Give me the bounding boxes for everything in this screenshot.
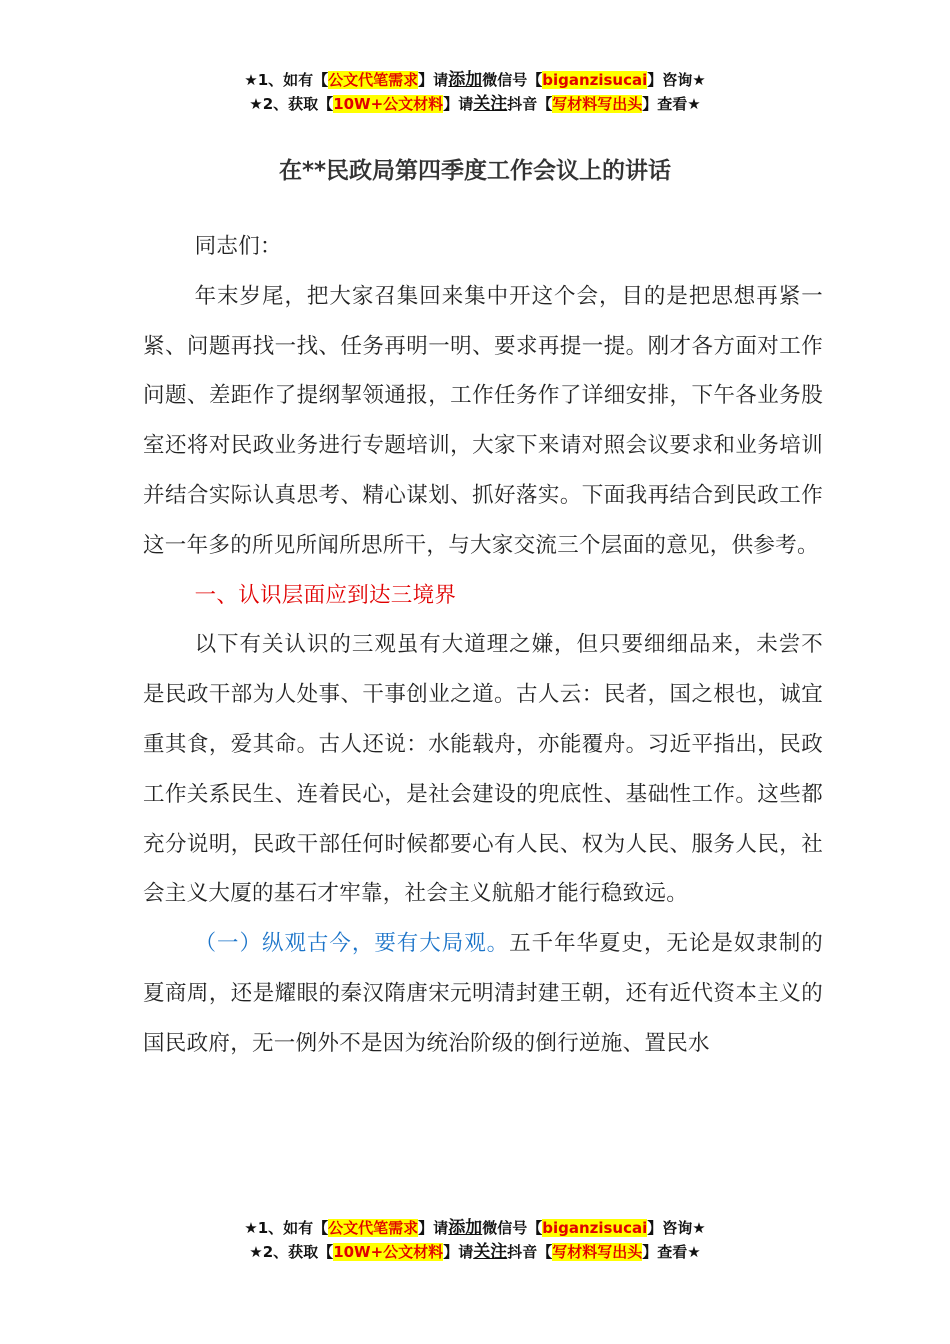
promo-emphasis: 关注 xyxy=(473,1242,508,1262)
promo-highlight: 公文代笔需求 xyxy=(328,71,419,89)
promo-text: 】请 xyxy=(443,95,474,113)
promo-text: 】请 xyxy=(418,1219,449,1237)
promo-highlight: 10W+公文材料 xyxy=(333,1243,444,1261)
promo-text: 】咨询★ xyxy=(647,1219,706,1237)
promo-line-2 xyxy=(0,1240,950,1264)
promo-text: 】请 xyxy=(443,1243,474,1261)
promo-highlight: biganzisucai xyxy=(542,1219,648,1237)
promo-text: 微信号【 xyxy=(482,1219,543,1237)
salutation: 同志们： xyxy=(194,234,282,259)
promo-text: 】咨询★ xyxy=(647,71,706,89)
promo-text: ★2、获取【 xyxy=(249,1243,334,1261)
promo-text: ★1、如有【 xyxy=(244,1219,329,1237)
promo-text: 抖音【 xyxy=(507,95,553,113)
subsection-paragraph xyxy=(143,919,823,1068)
promo-highlight: biganzisucai xyxy=(542,71,648,89)
promo-line-2 xyxy=(0,92,950,116)
promo-line-1 xyxy=(0,68,950,92)
promo-emphasis: 添加 xyxy=(448,1218,483,1238)
promo-emphasis: 关注 xyxy=(473,94,508,114)
paragraph: 年末岁尾，把大家召集回来集中开这个会，目的是把思想再紧一紧、问题再找一找、任务再明一明、要求再提一提。刚才各方面对工作问题、差距作了提纲挈领通报，工作任务作了详细安排，下午各业务股室还将对民政业务进行专题培训，大家下来请对照会议要求和业务培训并结合实际认真思考、精心谋划、抓好落实。下面我再结合到民政工作这一年多的所见所闻所思所干，与大家交流三个层面的意见，供参考。 xyxy=(143,283,823,558)
promo-text: 】查看★ xyxy=(642,1243,701,1261)
section-heading: 一、认识层面应到达三境界 xyxy=(194,582,457,608)
promo-emphasis: 添加 xyxy=(448,70,483,90)
promo-text: ★2、获取【 xyxy=(249,95,334,113)
document-body xyxy=(143,222,823,1069)
promo-highlight: 10W+公文材料 xyxy=(333,95,444,113)
promo-text: 抖音【 xyxy=(507,1243,553,1261)
subsection-text: 五千年华夏史，无论是奴隶制的夏商周，还是耀眼的秦汉隋唐宋元明清封建王朝，还有近代资本主义的国民政府，无一例外不是因为统治阶级的倒行逆施、置民水 xyxy=(143,931,824,1056)
promo-highlight: 公文代笔需求 xyxy=(328,1219,419,1237)
promo-text: 】请 xyxy=(418,71,449,89)
promo-text: 微信号【 xyxy=(482,71,543,89)
promo-highlight: 写材料写出头 xyxy=(552,1243,643,1261)
paragraph: 以下有关认识的三观虽有大道理之嫌，但只要细细品来，未尝不是民政干部为人处事、干事创业之道。古人云：民者，国之根也，诚宜重其食，爱其命。古人还说：水能载舟，亦能覆舟。习近平指出，民政工作关系民生、连着民心，是社会建设的兜底性、基础性工作。这些都充分说明，民政干部任何时候都要心有人民、权为人民、服务人民，社会主义大厦的基石才牢靠，社会主义航船才能行稳致远。 xyxy=(143,632,823,907)
promo-highlight: 写材料写出头 xyxy=(552,95,643,113)
promo-text: ★1、如有【 xyxy=(244,71,329,89)
footer-promo-banner xyxy=(0,1216,950,1264)
promo-line-1 xyxy=(0,1216,950,1240)
promo-text: 】查看★ xyxy=(642,95,701,113)
header-promo-banner xyxy=(0,68,950,116)
document-title: 在**民政局第四季度工作会议上的讲话 xyxy=(278,158,672,184)
subsection-heading: （一）纵观古今，要有大局观。 xyxy=(194,931,510,957)
